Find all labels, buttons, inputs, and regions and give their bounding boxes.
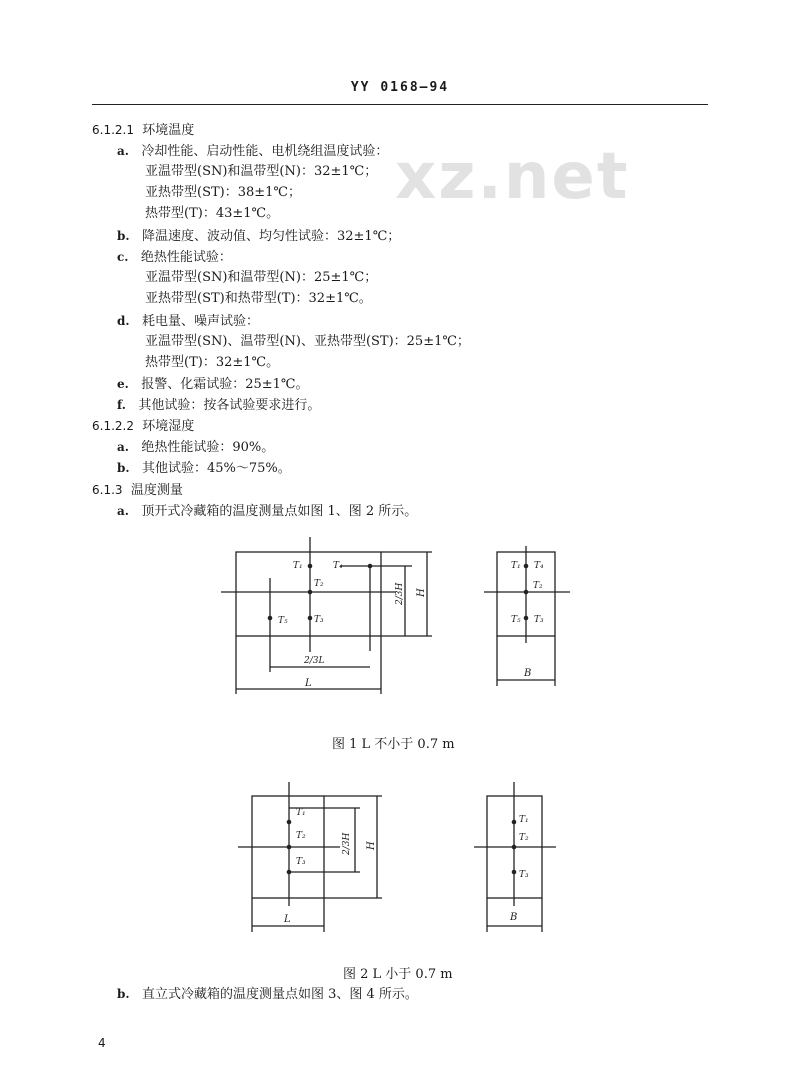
svg-text:T₄: T₄: [534, 561, 544, 571]
list-item: f. 其他试验：按各试验要求进行。: [117, 398, 321, 413]
list-item: b. 降温速度、波动值、均匀性试验：32±1℃；: [117, 229, 401, 244]
list-item: a. 顶开式冷藏箱的温度测量点如图 1、图 2 所示。: [117, 504, 418, 519]
dim-2-3h-label: 2/3H: [395, 582, 405, 605]
t2-point: [308, 590, 313, 595]
svg-text:T₁: T₁: [511, 561, 521, 571]
sub-item: 亚温带型(SN)和温带型(N)：32±1℃；: [145, 164, 378, 179]
sub-item: 热带型(T)：32±1℃。: [145, 355, 280, 370]
dim-b-label: B: [524, 668, 532, 679]
t2-label: T₂: [314, 579, 324, 589]
t3-point: [308, 616, 313, 621]
svg-text:T₃: T₃: [296, 857, 306, 867]
sub-item: 亚热带型(ST)：38±1℃；: [145, 185, 301, 200]
svg-text:T₃: T₃: [534, 615, 544, 625]
figure1-side-view: [484, 546, 570, 686]
page-number: 4: [98, 1036, 106, 1050]
t5-point: [268, 616, 273, 621]
svg-text:L: L: [284, 914, 291, 925]
list-item: a. 绝热性能试验：90%。: [117, 440, 275, 455]
t5-label: T₅: [278, 616, 288, 626]
list-item: b. 其他试验：45%～75%。: [117, 461, 291, 476]
standard-number: YY 0168—94: [350, 80, 450, 95]
t3-label: T₃: [314, 615, 324, 625]
list-item: d. 耗电量、噪声试验：: [117, 314, 259, 329]
svg-text:T₁: T₁: [519, 815, 529, 825]
sub-item: 亚温带型(SN)、温带型(N)、亚热带型(ST)：25±1℃；: [145, 334, 470, 349]
figure2-caption: 图 2 L 小于 0.7 m: [343, 967, 453, 982]
sub-item: 热带型(T)：43±1℃。: [145, 206, 280, 221]
sub-item: 亚温带型(SN)和温带型(N)：25±1℃；: [145, 270, 378, 285]
section-heading-6-1-3: 6.1.3 温度测量: [92, 483, 183, 498]
svg-text:T₁: T₁: [296, 808, 306, 818]
svg-text:T₅: T₅: [511, 615, 521, 625]
figure1-caption: 图 1 L 不小于 0.7 m: [332, 737, 455, 752]
list-item: e. 报警、化霜试验：25±1℃。: [117, 377, 309, 392]
section-heading-6-1-2-2: 6.1.2.2 环境湿度: [92, 419, 195, 434]
t1-point: [308, 564, 313, 569]
dim-h-label: H: [416, 588, 427, 597]
dim-l-label: L: [305, 678, 312, 689]
t1-label: T₁: [293, 561, 303, 571]
svg-text:T₂: T₂: [296, 831, 306, 841]
section-heading-6-1-2-1: 6.1.2.1 环境温度: [92, 123, 195, 138]
list-item: a. 冷却性能、启动性能、电机绕组温度试验：: [117, 144, 389, 159]
t4-label: T₄: [333, 561, 343, 571]
svg-text:H: H: [366, 841, 377, 850]
list-item: b. 直立式冷藏箱的温度测量点如图 3、图 4 所示。: [117, 987, 418, 1002]
svg-text:T₃: T₃: [519, 870, 529, 880]
svg-text:2/3H: 2/3H: [342, 832, 352, 855]
svg-text:B: B: [510, 912, 518, 923]
figure2-side-view: [474, 782, 556, 932]
list-item: c. 绝热性能试验：: [117, 250, 232, 265]
dim-2-3l-label: 2/3L: [304, 656, 325, 666]
svg-text:T₂: T₂: [533, 581, 543, 591]
t4-point: [368, 564, 373, 569]
sub-item: 亚热带型(ST)和热带型(T)：32±1℃。: [145, 291, 372, 306]
figure2-top-view: [238, 782, 382, 932]
svg-text:T₂: T₂: [519, 833, 529, 843]
figure1-top-view: [221, 537, 432, 694]
watermark: xz.net: [395, 140, 630, 214]
